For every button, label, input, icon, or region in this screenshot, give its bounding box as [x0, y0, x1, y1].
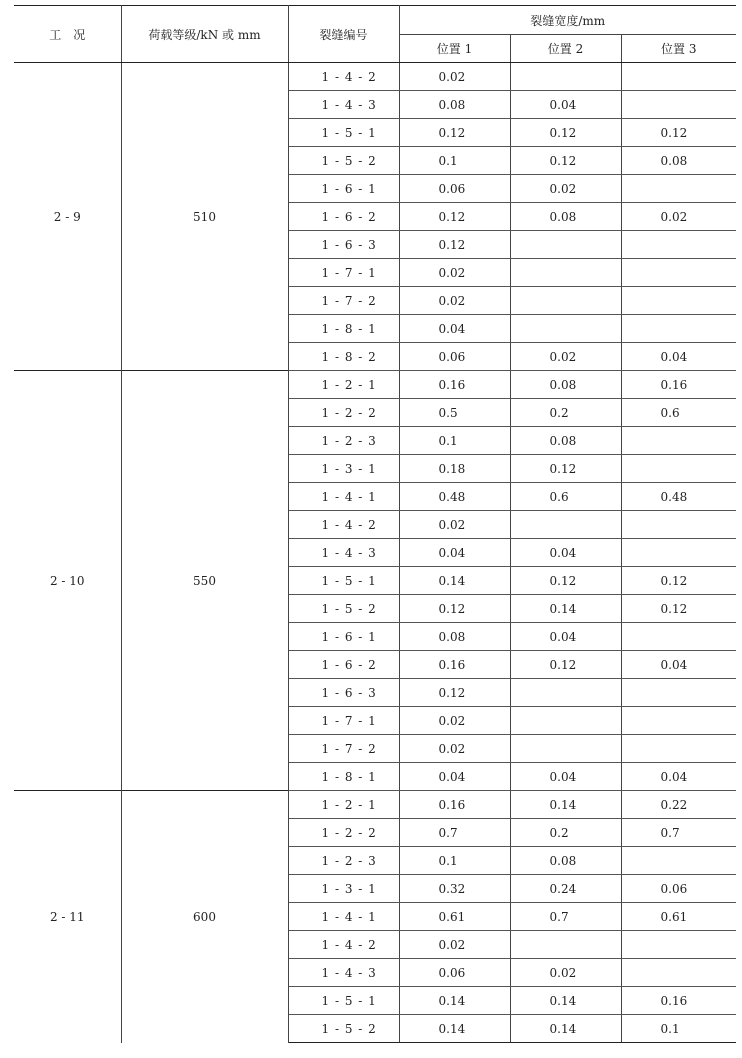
header-position-2: 位置 2	[510, 35, 621, 63]
width-position-2-cell: 0.14	[510, 987, 621, 1015]
width-position-2-cell: 0.14	[510, 595, 621, 623]
crack-width-table	[14, 5, 736, 1043]
header-load: 荷载等级/kN 或 mm	[121, 6, 288, 63]
table-row	[14, 371, 736, 399]
crack-number-cell: 1 - 7 - 1	[288, 707, 399, 735]
width-position-1-cell: 0.18	[399, 455, 510, 483]
width-position-2-cell: 0.12	[510, 567, 621, 595]
width-position-3-cell	[621, 175, 736, 203]
width-position-3-cell	[621, 63, 736, 91]
condition-cell: 2 - 10	[14, 371, 121, 791]
width-position-3-cell: 0.22	[621, 791, 736, 819]
width-position-3-cell	[621, 707, 736, 735]
crack-number-cell: 1 - 8 - 1	[288, 315, 399, 343]
width-position-3-cell	[621, 315, 736, 343]
width-position-2-cell: 0.04	[510, 91, 621, 119]
width-position-1-cell: 0.14	[399, 987, 510, 1015]
width-position-3-cell: 0.04	[621, 343, 736, 371]
crack-number-cell: 1 - 3 - 1	[288, 875, 399, 903]
crack-number-cell: 1 - 5 - 1	[288, 567, 399, 595]
width-position-2-cell: 0.02	[510, 959, 621, 987]
width-position-2-cell	[510, 231, 621, 259]
width-position-2-cell	[510, 931, 621, 959]
width-position-3-cell: 0.16	[621, 987, 736, 1015]
table-header	[14, 6, 736, 63]
width-position-2-cell: 0.7	[510, 903, 621, 931]
condition-cell: 2 - 11	[14, 791, 121, 1043]
load-cell: 600	[121, 791, 288, 1043]
width-position-1-cell: 0.16	[399, 791, 510, 819]
width-position-3-cell: 0.1	[621, 1015, 736, 1043]
width-position-2-cell: 0.14	[510, 791, 621, 819]
width-position-2-cell: 0.12	[510, 147, 621, 175]
condition-cell: 2 - 9	[14, 63, 121, 371]
crack-number-cell: 1 - 4 - 1	[288, 483, 399, 511]
width-position-2-cell: 0.08	[510, 427, 621, 455]
width-position-1-cell: 0.5	[399, 399, 510, 427]
width-position-2-cell: 0.24	[510, 875, 621, 903]
width-position-2-cell: 0.2	[510, 819, 621, 847]
header-position-3: 位置 3	[621, 35, 736, 63]
width-position-1-cell: 0.14	[399, 1015, 510, 1043]
width-position-2-cell: 0.04	[510, 623, 621, 651]
width-position-1-cell: 0.14	[399, 567, 510, 595]
crack-number-cell: 1 - 7 - 1	[288, 259, 399, 287]
crack-number-cell: 1 - 7 - 2	[288, 735, 399, 763]
width-position-2-cell: 0.12	[510, 119, 621, 147]
width-position-2-cell	[510, 735, 621, 763]
width-position-3-cell	[621, 847, 736, 875]
load-cell: 510	[121, 63, 288, 371]
width-position-2-cell: 0.14	[510, 1015, 621, 1043]
width-position-2-cell	[510, 679, 621, 707]
header-crack-width: 裂缝宽度/mm	[399, 6, 736, 35]
crack-number-cell: 1 - 6 - 3	[288, 231, 399, 259]
width-position-2-cell	[510, 511, 621, 539]
width-position-1-cell: 0.12	[399, 679, 510, 707]
crack-number-cell: 1 - 2 - 3	[288, 847, 399, 875]
crack-number-cell: 1 - 6 - 1	[288, 623, 399, 651]
width-position-3-cell: 0.04	[621, 651, 736, 679]
crack-number-cell: 1 - 5 - 1	[288, 119, 399, 147]
crack-number-cell: 1 - 2 - 3	[288, 427, 399, 455]
width-position-3-cell	[621, 679, 736, 707]
width-position-3-cell	[621, 455, 736, 483]
width-position-1-cell: 0.02	[399, 259, 510, 287]
width-position-2-cell: 0.04	[510, 763, 621, 791]
table-row	[14, 63, 736, 91]
width-position-1-cell: 0.02	[399, 63, 510, 91]
width-position-3-cell: 0.7	[621, 819, 736, 847]
width-position-1-cell: 0.32	[399, 875, 510, 903]
header-crack-number: 裂缝编号	[288, 6, 399, 63]
crack-number-cell: 1 - 6 - 3	[288, 679, 399, 707]
width-position-2-cell: 0.04	[510, 539, 621, 567]
width-position-1-cell: 0.12	[399, 119, 510, 147]
width-position-2-cell: 0.12	[510, 651, 621, 679]
width-position-2-cell	[510, 707, 621, 735]
width-position-3-cell: 0.12	[621, 119, 736, 147]
width-position-1-cell: 0.02	[399, 511, 510, 539]
crack-number-cell: 1 - 5 - 2	[288, 1015, 399, 1043]
width-position-3-cell	[621, 91, 736, 119]
crack-number-cell: 1 - 2 - 1	[288, 371, 399, 399]
width-position-2-cell: 0.6	[510, 483, 621, 511]
width-position-3-cell	[621, 931, 736, 959]
crack-number-cell: 1 - 4 - 3	[288, 91, 399, 119]
width-position-3-cell: 0.06	[621, 875, 736, 903]
width-position-3-cell	[621, 735, 736, 763]
width-position-1-cell: 0.1	[399, 427, 510, 455]
width-position-3-cell: 0.48	[621, 483, 736, 511]
crack-number-cell: 1 - 6 - 2	[288, 651, 399, 679]
crack-number-cell: 1 - 5 - 1	[288, 987, 399, 1015]
width-position-3-cell: 0.6	[621, 399, 736, 427]
width-position-3-cell	[621, 539, 736, 567]
width-position-3-cell: 0.12	[621, 567, 736, 595]
width-position-3-cell	[621, 231, 736, 259]
header-position-1: 位置 1	[399, 35, 510, 63]
crack-number-cell: 1 - 2 - 2	[288, 819, 399, 847]
crack-number-cell: 1 - 4 - 1	[288, 903, 399, 931]
crack-number-cell: 1 - 5 - 2	[288, 147, 399, 175]
width-position-3-cell: 0.12	[621, 595, 736, 623]
table-body	[14, 63, 736, 1043]
width-position-1-cell: 0.08	[399, 91, 510, 119]
crack-number-cell: 1 - 4 - 2	[288, 63, 399, 91]
crack-number-cell: 1 - 6 - 1	[288, 175, 399, 203]
width-position-1-cell: 0.08	[399, 623, 510, 651]
width-position-1-cell: 0.61	[399, 903, 510, 931]
width-position-1-cell: 0.06	[399, 959, 510, 987]
crack-number-cell: 1 - 5 - 2	[288, 595, 399, 623]
width-position-3-cell	[621, 259, 736, 287]
width-position-1-cell: 0.16	[399, 371, 510, 399]
width-position-1-cell: 0.06	[399, 175, 510, 203]
crack-number-cell: 1 - 2 - 2	[288, 399, 399, 427]
width-position-1-cell: 0.16	[399, 651, 510, 679]
width-position-1-cell: 0.02	[399, 735, 510, 763]
width-position-3-cell	[621, 959, 736, 987]
width-position-3-cell	[621, 511, 736, 539]
crack-number-cell: 1 - 4 - 2	[288, 511, 399, 539]
width-position-3-cell	[621, 623, 736, 651]
crack-number-cell: 1 - 8 - 2	[288, 343, 399, 371]
width-position-1-cell: 0.7	[399, 819, 510, 847]
width-position-2-cell: 0.02	[510, 343, 621, 371]
width-position-1-cell: 0.12	[399, 595, 510, 623]
width-position-1-cell: 0.04	[399, 315, 510, 343]
width-position-2-cell: 0.12	[510, 455, 621, 483]
width-position-2-cell: 0.08	[510, 371, 621, 399]
width-position-1-cell: 0.06	[399, 343, 510, 371]
crack-number-cell: 1 - 7 - 2	[288, 287, 399, 315]
width-position-3-cell: 0.16	[621, 371, 736, 399]
width-position-2-cell: 0.08	[510, 203, 621, 231]
width-position-1-cell: 0.04	[399, 539, 510, 567]
width-position-1-cell: 0.1	[399, 847, 510, 875]
width-position-2-cell	[510, 315, 621, 343]
crack-number-cell: 1 - 4 - 3	[288, 539, 399, 567]
width-position-1-cell: 0.48	[399, 483, 510, 511]
width-position-2-cell: 0.08	[510, 847, 621, 875]
table-row	[14, 791, 736, 819]
width-position-2-cell: 0.02	[510, 175, 621, 203]
width-position-1-cell: 0.04	[399, 763, 510, 791]
crack-number-cell: 1 - 3 - 1	[288, 455, 399, 483]
width-position-1-cell: 0.02	[399, 707, 510, 735]
width-position-3-cell: 0.04	[621, 763, 736, 791]
width-position-1-cell: 0.1	[399, 147, 510, 175]
width-position-3-cell: 0.08	[621, 147, 736, 175]
width-position-3-cell: 0.61	[621, 903, 736, 931]
load-cell: 550	[121, 371, 288, 791]
width-position-2-cell	[510, 259, 621, 287]
width-position-3-cell	[621, 427, 736, 455]
width-position-1-cell: 0.02	[399, 931, 510, 959]
header-condition: 工 况	[14, 6, 121, 63]
width-position-2-cell	[510, 287, 621, 315]
width-position-3-cell	[621, 287, 736, 315]
width-position-2-cell	[510, 63, 621, 91]
crack-number-cell: 1 - 8 - 1	[288, 763, 399, 791]
crack-number-cell: 1 - 4 - 2	[288, 931, 399, 959]
crack-number-cell: 1 - 4 - 3	[288, 959, 399, 987]
width-position-3-cell: 0.02	[621, 203, 736, 231]
crack-number-cell: 1 - 2 - 1	[288, 791, 399, 819]
width-position-1-cell: 0.12	[399, 203, 510, 231]
crack-number-cell: 1 - 6 - 2	[288, 203, 399, 231]
width-position-2-cell: 0.2	[510, 399, 621, 427]
width-position-1-cell: 0.02	[399, 287, 510, 315]
width-position-1-cell: 0.12	[399, 231, 510, 259]
